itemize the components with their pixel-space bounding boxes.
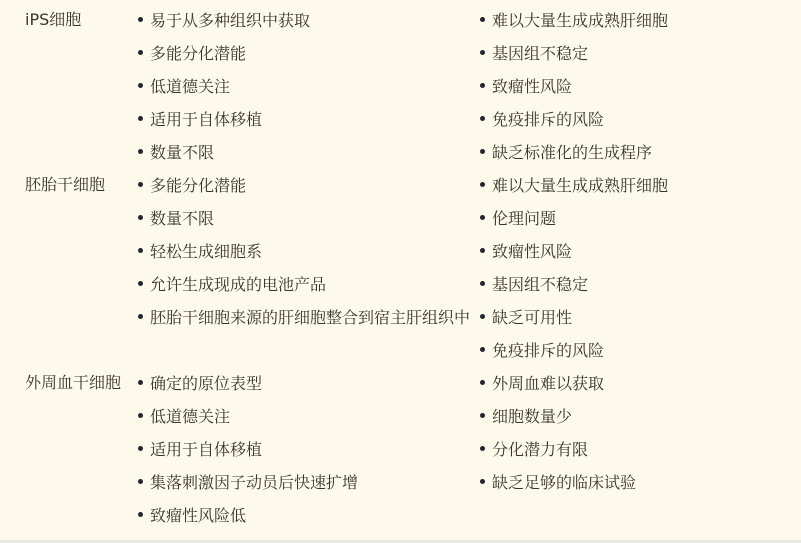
list-item: [470, 300, 801, 333]
pros-list: [128, 168, 470, 333]
list-item-text: 多能分化潜能: [150, 44, 247, 63]
list-item: [470, 201, 801, 234]
table-row: [0, 366, 801, 531]
bullet-icon: [138, 380, 143, 385]
bullet-icon: [480, 413, 485, 418]
bullet-icon: [138, 215, 143, 220]
pros-cell: [128, 168, 470, 366]
bullet-icon: [138, 479, 143, 484]
list-item-text: 缺乏足够的临床试验: [492, 473, 637, 492]
bullet-icon: [480, 446, 485, 451]
list-item: [470, 3, 801, 36]
row-label: 胚胎干细胞: [25, 175, 106, 194]
list-item-text: 分化潜力有限: [492, 440, 589, 459]
list-item: [128, 135, 470, 168]
list-item-text: 致瘤性风险: [492, 77, 573, 96]
list-item: [470, 36, 801, 69]
list-item-text: 多能分化潜能: [150, 176, 247, 195]
pros-cell: [128, 366, 470, 531]
list-item-text: 数量不限: [150, 209, 215, 228]
list-item-text: 细胞数量少: [492, 407, 573, 426]
bullet-icon: [138, 314, 143, 319]
bullet-icon: [480, 248, 485, 253]
bullet-icon: [138, 83, 143, 88]
list-item-text: 缺乏可用性: [492, 308, 573, 327]
list-item-text: 适用于自体移植: [150, 110, 263, 129]
list-item-text: 伦理问题: [492, 209, 557, 228]
list-item: [128, 465, 470, 498]
list-item-text: 适用于自体移植: [150, 440, 263, 459]
bullet-icon: [480, 149, 485, 154]
list-item-text: 数量不限: [150, 143, 215, 162]
list-item: [128, 36, 470, 69]
cons-cell: [470, 3, 801, 168]
list-item: [470, 366, 801, 399]
list-item: [128, 300, 470, 333]
list-item: [128, 69, 470, 102]
list-item: [470, 465, 801, 498]
list-item-text: 轻松生成细胞系: [150, 242, 263, 261]
pros-list: [128, 3, 470, 168]
list-item-text: 低道德关注: [150, 77, 231, 96]
list-item: [128, 201, 470, 234]
bullet-icon: [138, 248, 143, 253]
bullet-icon: [480, 347, 485, 352]
stem-cell-comparison-table: [0, 3, 801, 531]
list-item-text: 缺乏标准化的生成程序: [492, 143, 653, 162]
list-item-text: 胚胎干细胞来源的肝细胞整合到宿主肝组织中: [150, 308, 471, 327]
table-row: [0, 168, 801, 366]
cons-list: [470, 366, 801, 498]
list-item-text: 免疫排斥的风险: [492, 341, 605, 360]
bullet-icon: [480, 281, 485, 286]
row-label: 外周血干细胞: [25, 373, 122, 392]
list-item: [470, 399, 801, 432]
list-item-text: 免疫排斥的风险: [492, 110, 605, 129]
table-row: [0, 3, 801, 168]
bullet-icon: [138, 446, 143, 451]
list-item: [128, 267, 470, 300]
bullet-icon: [138, 149, 143, 154]
bullet-icon: [138, 512, 143, 517]
table-body: [0, 3, 801, 531]
list-item: [470, 432, 801, 465]
list-item: [128, 432, 470, 465]
list-item: [470, 102, 801, 135]
cons-list: [470, 168, 801, 366]
row-label: iPS细胞: [25, 10, 82, 29]
list-item: [128, 234, 470, 267]
list-item: [128, 399, 470, 432]
list-item: [128, 498, 470, 531]
list-item-text: 集落刺激因子动员后快速扩增: [150, 473, 359, 492]
cons-cell: [470, 366, 801, 531]
bullet-icon: [480, 17, 485, 22]
list-item: [470, 69, 801, 102]
bullet-icon: [138, 281, 143, 286]
list-item-text: 外周血难以获取: [492, 374, 605, 393]
list-item-text: 基因组不稳定: [492, 275, 589, 294]
list-item-text: 基因组不稳定: [492, 44, 589, 63]
pros-cell: [128, 3, 470, 168]
list-item: [128, 168, 470, 201]
bullet-icon: [480, 314, 485, 319]
list-item-text: 致瘤性风险: [492, 242, 573, 261]
bullet-icon: [138, 182, 143, 187]
list-item: [470, 333, 801, 366]
list-item-text: 确定的原位表型: [150, 374, 263, 393]
list-item-text: 允许生成现成的电池产品: [150, 275, 327, 294]
bullet-icon: [138, 17, 143, 22]
list-item: [470, 234, 801, 267]
bullet-icon: [480, 479, 485, 484]
bullet-icon: [138, 413, 143, 418]
list-item: [128, 102, 470, 135]
list-item: [470, 135, 801, 168]
list-item-text: 低道德关注: [150, 407, 231, 426]
list-item-text: 致瘤性风险低: [150, 506, 247, 525]
bullet-icon: [480, 50, 485, 55]
list-item: [128, 366, 470, 399]
list-item: [470, 168, 801, 201]
list-item: [128, 3, 470, 36]
bullet-icon: [138, 50, 143, 55]
list-item-text: 易于从多种组织中获取: [150, 11, 311, 30]
bullet-icon: [138, 116, 143, 121]
bullet-icon: [480, 83, 485, 88]
bullet-icon: [480, 215, 485, 220]
cons-cell: [470, 168, 801, 366]
cons-list: [470, 3, 801, 168]
bullet-icon: [480, 116, 485, 121]
bullet-icon: [480, 380, 485, 385]
list-item: [470, 267, 801, 300]
list-item-text: 难以大量生成成熟肝细胞: [492, 176, 669, 195]
list-item-text: 难以大量生成成熟肝细胞: [492, 11, 669, 30]
pros-list: [128, 366, 470, 531]
bullet-icon: [480, 182, 485, 187]
